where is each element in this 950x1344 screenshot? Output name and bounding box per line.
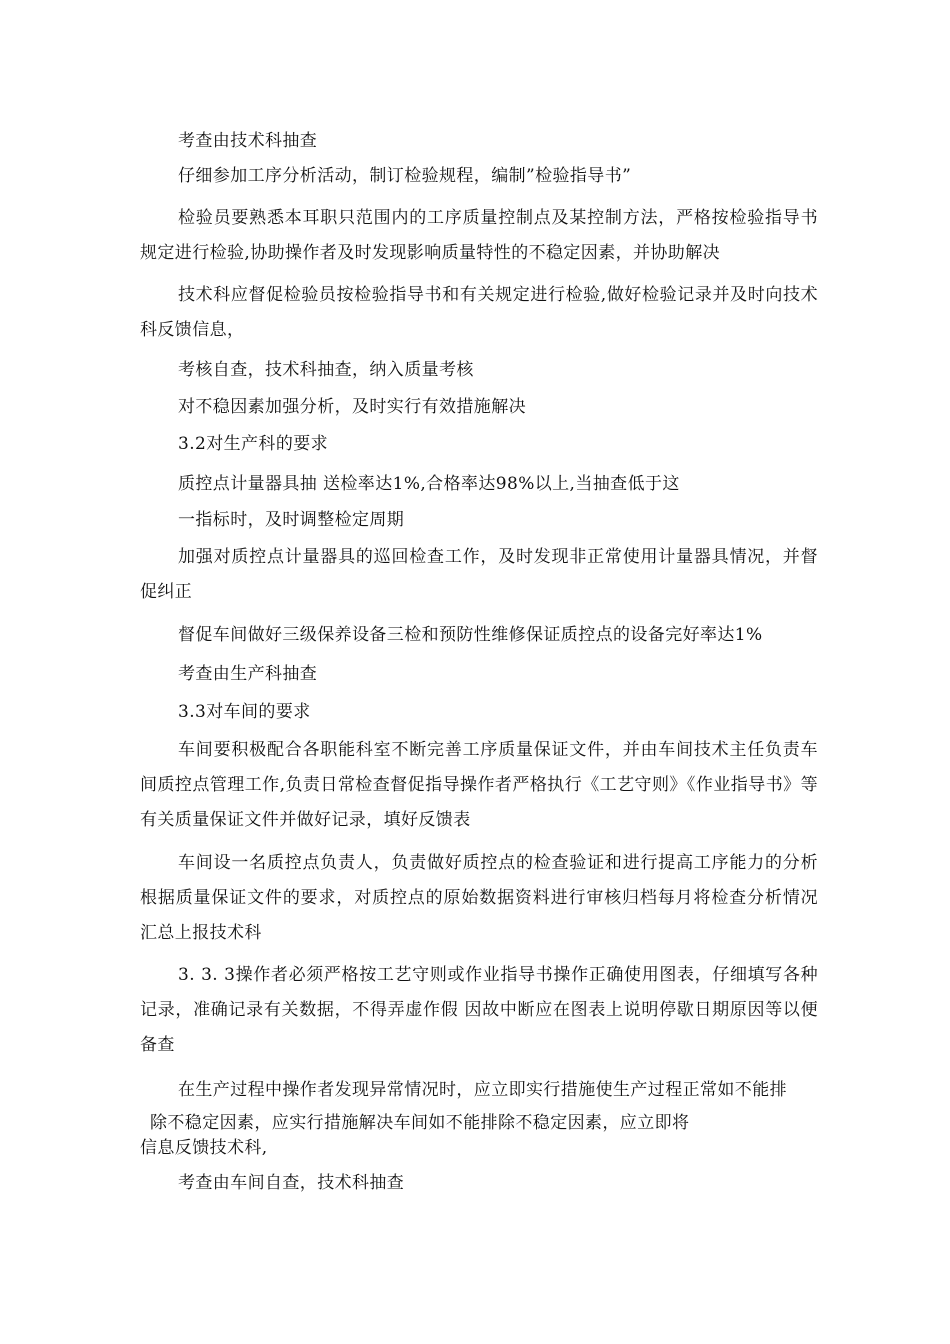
paragraph-8: 一指标时，及时调整检定周期 bbox=[178, 510, 405, 530]
paragraph-15-line-2: 除不稳定因素，应实行措施解决车间如不能排除不稳定因素，应立即将 bbox=[150, 1113, 690, 1133]
paragraph-4: 技术科应督促检验员按检验指导书和有关规定进行检验,做好检验记录并及时向技术科反馈信息， bbox=[140, 285, 818, 340]
section-heading-3-2: 3.2对生产科的要求 bbox=[178, 434, 329, 454]
paragraph-2: 仔细参加工序分析活动，制订检验规程，编制”检验指导书” bbox=[178, 166, 632, 186]
paragraph-16: 考查由车间自查，技术科抽查 bbox=[178, 1173, 405, 1193]
section-heading-3-3: 3.3对车间的要求 bbox=[178, 702, 311, 722]
paragraph-5: 考核自查，技术科抽查，纳入质量考核 bbox=[178, 360, 474, 380]
paragraph-11: 考查由生产科抽查 bbox=[178, 664, 318, 684]
paragraph-15-line-3: 信息反馈技术科, bbox=[140, 1138, 268, 1158]
paragraph-13: 车间设一名质控点负责人，负责做好质控点的检查验证和进行提高工序能力的分析根据质量保证文件的要求，对质控点的原始数据资料进行审核归档每月将检查分析情况汇总上报技术科 bbox=[140, 853, 818, 943]
paragraph-7: 质控点计量器具抽 送检率达1%,合格率达98%以上,当抽查低于这 bbox=[178, 474, 680, 494]
paragraph-12: 车间要积极配合各职能科室不断完善工序质量保证文件，并由车间技术主任负责车间质控点管理工作,负责日常检查督促指导操作者严格执行《工艺守则》《作业指导书》等有关质量保证文件并做好记录，填好反馈表 bbox=[140, 740, 818, 830]
paragraph-3: 检验员要熟悉本耳职只范围内的工序质量控制点及某控制方法，严格按检验指导书规定进行检验,协助操作者及时发现影响质量特性的不稳定因素，并协助解决 bbox=[140, 208, 818, 263]
paragraph-14: 3. 3. 3操作者必须严格按工艺守则或作业指导书操作正确使用图表，仔细填写各种记录，准确记录有关数据，不得弄虚作假 因故中断应在图表上说明停歇日期原因等以便备查 bbox=[140, 965, 818, 1055]
paragraph-1: 考查由技术科抽查 bbox=[178, 131, 318, 151]
paragraph-9: 加强对质控点计量器具的巡回检查工作，及时发现非正常使用计量器具情况，并督促纠正 bbox=[140, 547, 818, 602]
paragraph-10: 督促车间做好三级保养设备三检和预防性维修保证质控点的设备完好率达1% bbox=[178, 625, 763, 645]
paragraph-15-line-1: 在生产过程中操作者发现异常情况时，应立即实行措施使生产过程正常如不能排 bbox=[178, 1080, 787, 1100]
paragraph-6: 对不稳因素加强分析，及时实行有效措施解决 bbox=[178, 397, 526, 417]
